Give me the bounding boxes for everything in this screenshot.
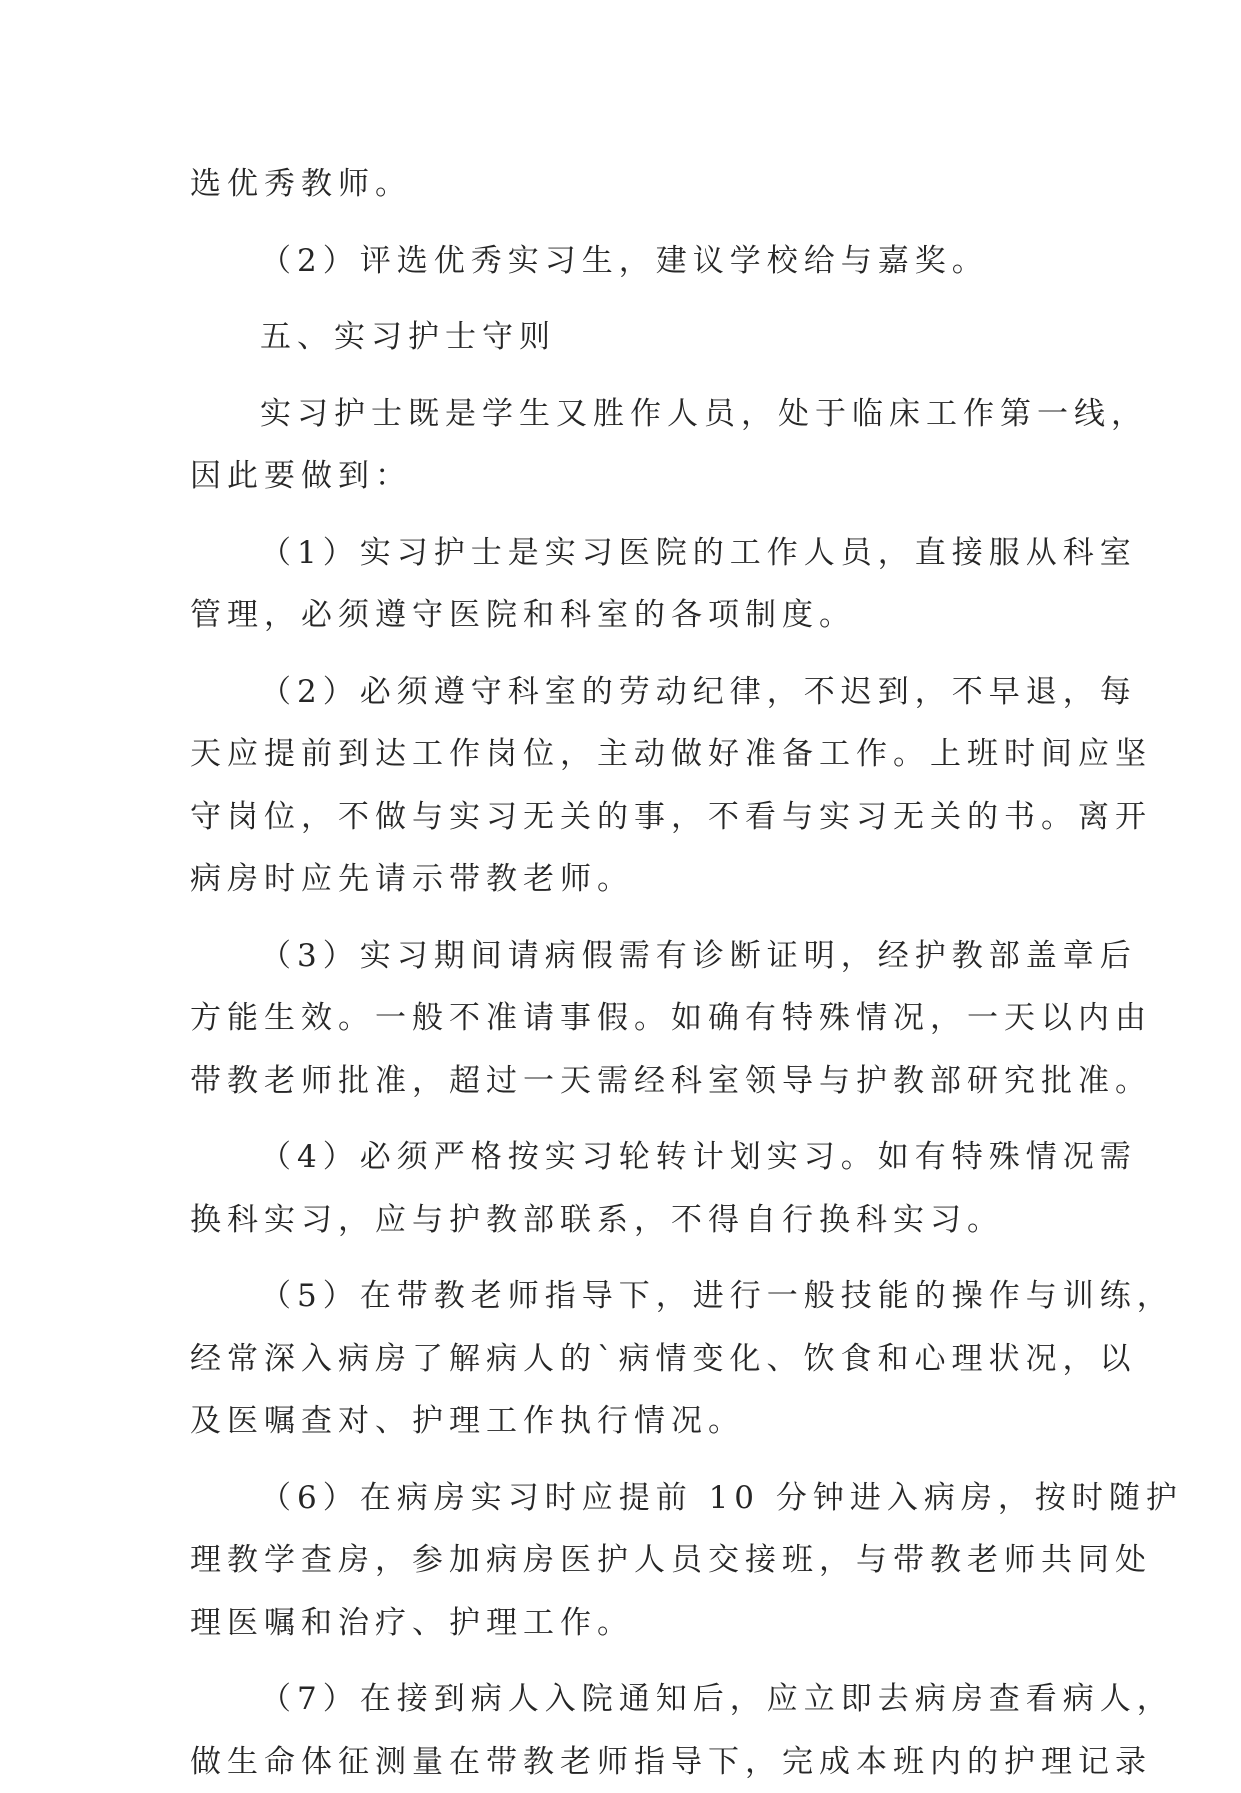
text-line: 管理，必须遵守医院和科室的各项制度。 [190, 584, 1050, 647]
text-line: （2）评选优秀实习生，建议学校给与嘉奖。 [190, 230, 1050, 293]
text-line: 因此要做到： [190, 445, 1050, 508]
text-line: 选优秀教师。 [190, 153, 1050, 216]
text-line: （5）在带教老师指导下，进行一般技能的操作与训练， [190, 1265, 1050, 1328]
text-line: 守岗位，不做与实习无关的事，不看与实习无关的书。离开 [190, 786, 1050, 849]
text-line: 方能生效。一般不准请事假。如确有特殊情况，一天以内由 [190, 987, 1050, 1050]
text-line: 及医嘱查对、护理工作执行情况。 [190, 1390, 1050, 1453]
text-line: 理医嘱和治疗、护理工作。 [190, 1592, 1050, 1655]
text-line: 天应提前到达工作岗位，主动做好准备工作。上班时间应坚 [190, 723, 1050, 786]
document-body [190, 153, 1050, 1793]
text-line: 换科实习，应与护教部联系，不得自行换科实习。 [190, 1189, 1050, 1252]
text-line: （7）在接到病人入院通知后，应立即去病房查看病人， [190, 1668, 1050, 1731]
section-heading: 五、实习护士守则 [190, 306, 1050, 369]
text-line: 经常深入病房了解病人的`病情变化、饮食和心理状况，以 [190, 1328, 1050, 1391]
text-line: 实习护士既是学生又胜作人员，处于临床工作第一线， [190, 383, 1050, 446]
text-line: 做生命体征测量在带教老师指导下，完成本班内的护理记录 [190, 1731, 1050, 1793]
text-line: 理教学查房，参加病房医护人员交接班，与带教老师共同处 [190, 1529, 1050, 1592]
text-line: （6）在病房实习时应提前 10 分钟进入病房，按时随护 [190, 1467, 1050, 1530]
text-line: 病房时应先请示带教老师。 [190, 848, 1050, 911]
text-line: （4）必须严格按实习轮转计划实习。如有特殊情况需 [190, 1126, 1050, 1189]
text-line: （1）实习护士是实习医院的工作人员，直接服从科室 [190, 522, 1050, 585]
text-line: （3）实习期间请病假需有诊断证明，经护教部盖章后 [190, 925, 1050, 988]
text-line: （2）必须遵守科室的劳动纪律，不迟到，不早退，每 [190, 661, 1050, 724]
text-line: 带教老师批准，超过一天需经科室领导与护教部研究批准。 [190, 1050, 1050, 1113]
